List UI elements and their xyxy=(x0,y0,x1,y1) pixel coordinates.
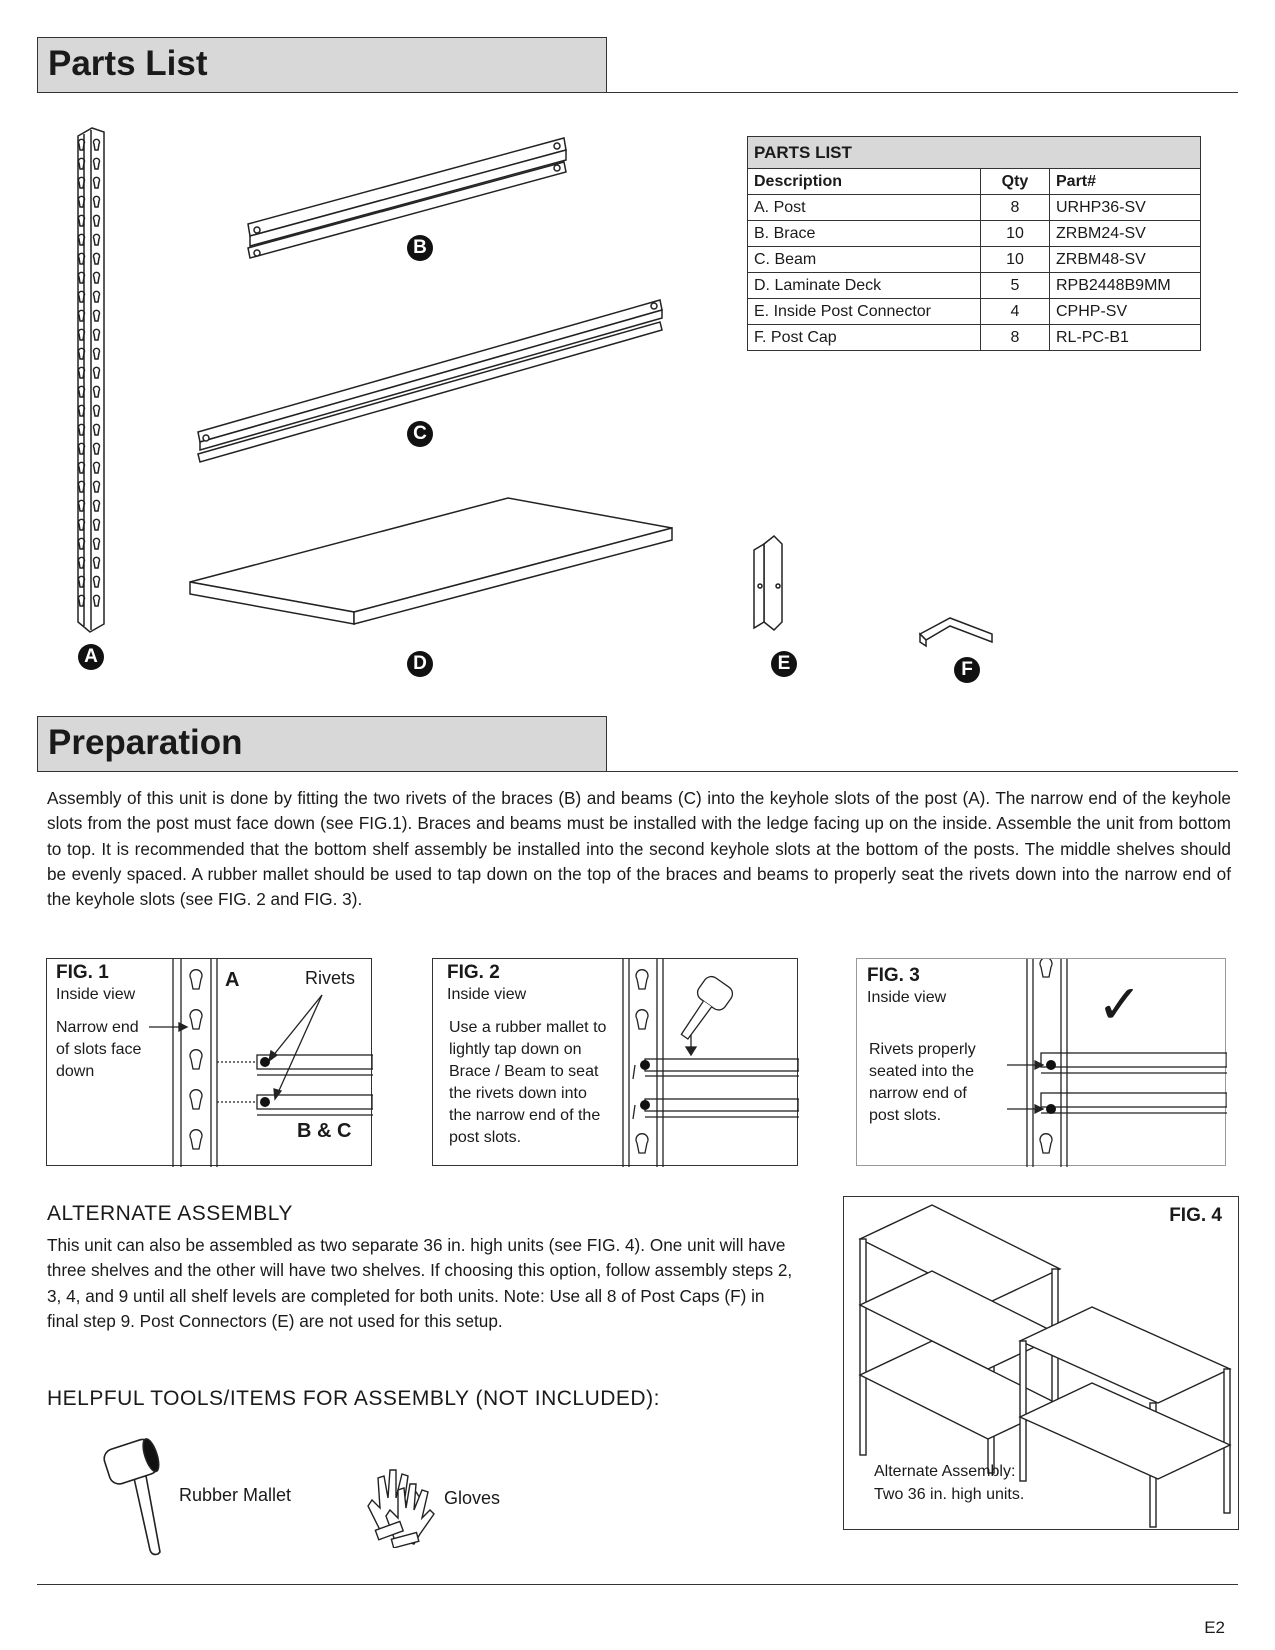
cell-part: URHP36-SV xyxy=(1050,195,1201,221)
fig1-drawing xyxy=(47,959,373,1167)
parts-list-header xyxy=(37,37,607,93)
fig2 xyxy=(432,958,798,1166)
cell-part: CPHP-SV xyxy=(1050,299,1201,325)
label-f: F xyxy=(954,657,980,683)
fig3-text: Rivets properly seated into the narrow end of post slots. xyxy=(869,1041,976,1124)
cell-qty: 8 xyxy=(981,195,1050,221)
cell-part: ZRBM24-SV xyxy=(1050,221,1201,247)
header-rule xyxy=(607,92,1238,93)
alternate-title: ALTERNATE ASSEMBLY xyxy=(47,1202,293,1225)
cell-qty: 10 xyxy=(981,221,1050,247)
fig2-title: FIG. 2 xyxy=(447,962,500,983)
cell-description: F. Post Cap xyxy=(748,325,981,351)
mallet-label: Rubber Mallet xyxy=(179,1485,292,1505)
cell-part: RL-PC-B1 xyxy=(1050,325,1201,351)
cell-qty: 4 xyxy=(981,299,1050,325)
fig3-subtitle: Inside view xyxy=(867,989,947,1006)
fig1-label-post: A xyxy=(225,969,240,991)
brace-b-drawing xyxy=(248,138,566,258)
preparation-text: Assembly of this unit is done by fitting the two rivets of the braces (B) and beams (C) into the keyhole slots of the post (A). The narrow end of the keyhole slots from the post must face down (see FIG.1). Braces and beams must be installed with the ledge facing up on the inside. Assemble the unit from bottom to top. It is recommended that the bottom shelf assembly be installed into the second keyhole slots at the bottom of the posts. The middle shelves should be evenly spaced. A rubber mallet should be used to tap down on the top of the braces and beams to properly seat the rivets down into the narrow end of the keyhole slots (see FIG. 2 and FIG. 3). xyxy=(47,788,1231,910)
fig1-title: FIG. 1 xyxy=(56,962,109,983)
table-row xyxy=(748,221,1201,247)
cell-qty: 10 xyxy=(981,247,1050,273)
fig3-title: FIG. 3 xyxy=(867,965,920,986)
label-e: E xyxy=(771,651,797,677)
fig4-caption-2: Two 36 in. high units. xyxy=(874,1486,1025,1503)
label-a: A xyxy=(78,644,104,670)
parts-table-header xyxy=(748,169,1201,195)
rubber-mallet-icon xyxy=(100,1438,180,1558)
fig1 xyxy=(46,958,372,1166)
table-row xyxy=(748,273,1201,299)
deck-d-drawing xyxy=(190,498,672,624)
parts-illustration xyxy=(0,120,720,680)
fig1-subtitle: Inside view xyxy=(56,986,136,1003)
cell-description: D. Laminate Deck xyxy=(748,273,981,299)
page-number: E2 xyxy=(1204,1618,1225,1637)
cell-description: E. Inside Post Connector xyxy=(748,299,981,325)
fig2-text: Use a rubber mallet to lightly tap down on Brace / Beam to seat the rivets down into the narrow end of the post slots. xyxy=(449,1019,607,1146)
table-row xyxy=(748,299,1201,325)
fig1-text: Narrow end of slots face down xyxy=(56,1019,142,1080)
fig3 xyxy=(856,958,1226,1166)
label-d: D xyxy=(407,651,433,677)
cell-description: C. Beam xyxy=(748,247,981,273)
cell-qty: 5 xyxy=(981,273,1050,299)
fig4 xyxy=(843,1196,1239,1530)
table-row xyxy=(748,247,1201,273)
preparation-header xyxy=(37,716,607,772)
parts-table-title: PARTS LIST xyxy=(748,137,1201,169)
col-qty: Qty xyxy=(981,169,1050,195)
gloves-icon xyxy=(360,1460,440,1548)
post-a-drawing xyxy=(78,128,104,632)
connector-and-cap-illustration xyxy=(740,530,1020,660)
preparation-title: Preparation xyxy=(48,723,243,762)
cell-description: B. Brace xyxy=(748,221,981,247)
alternate-text: This unit can also be assembled as two separate 36 in. high units (see FIG. 4). One unit will have three shelves and the other will have two shelves. If choosing this option, follow assembly steps 2, 3, 4, and 9 until all shelf levels are completed for both units. Note: Use all 8 of Post Caps (F) in final step 9. Post Connectors (E) are not used for this setup. xyxy=(47,1235,793,1332)
label-b: B xyxy=(407,235,433,261)
cell-description: A. Post xyxy=(748,195,981,221)
table-row xyxy=(748,325,1201,351)
gloves-label: Gloves xyxy=(444,1488,501,1508)
fig4-title: FIG. 4 xyxy=(1169,1205,1222,1226)
fig1-label-rivets: Rivets xyxy=(305,968,356,988)
col-part: Part# xyxy=(1050,169,1201,195)
cell-qty: 8 xyxy=(981,325,1050,351)
table-row xyxy=(748,195,1201,221)
connector-e-drawing xyxy=(754,536,782,630)
label-c: C xyxy=(407,421,433,447)
fig1-label-bc: B & C xyxy=(297,1120,352,1142)
header-rule xyxy=(607,771,1238,772)
parts-list-title: Parts List xyxy=(48,44,208,83)
cell-part: ZRBM48-SV xyxy=(1050,247,1201,273)
tools-title: HELPFUL TOOLS/ITEMS FOR ASSEMBLY (NOT INCLUDED): xyxy=(47,1387,660,1410)
parts-table xyxy=(747,136,1201,351)
mallet-icon xyxy=(672,973,736,1045)
footer-rule xyxy=(37,1584,1238,1585)
check-icon: ✓ xyxy=(1097,975,1143,1035)
fig2-subtitle: Inside view xyxy=(447,986,527,1003)
fig2-drawing xyxy=(433,959,799,1167)
fig4-caption-1: Alternate Assembly: xyxy=(874,1463,1016,1480)
col-description: Description xyxy=(748,169,981,195)
cell-part: RPB2448B9MM xyxy=(1050,273,1201,299)
fig3-drawing xyxy=(857,959,1227,1167)
cap-f-drawing xyxy=(920,618,992,646)
